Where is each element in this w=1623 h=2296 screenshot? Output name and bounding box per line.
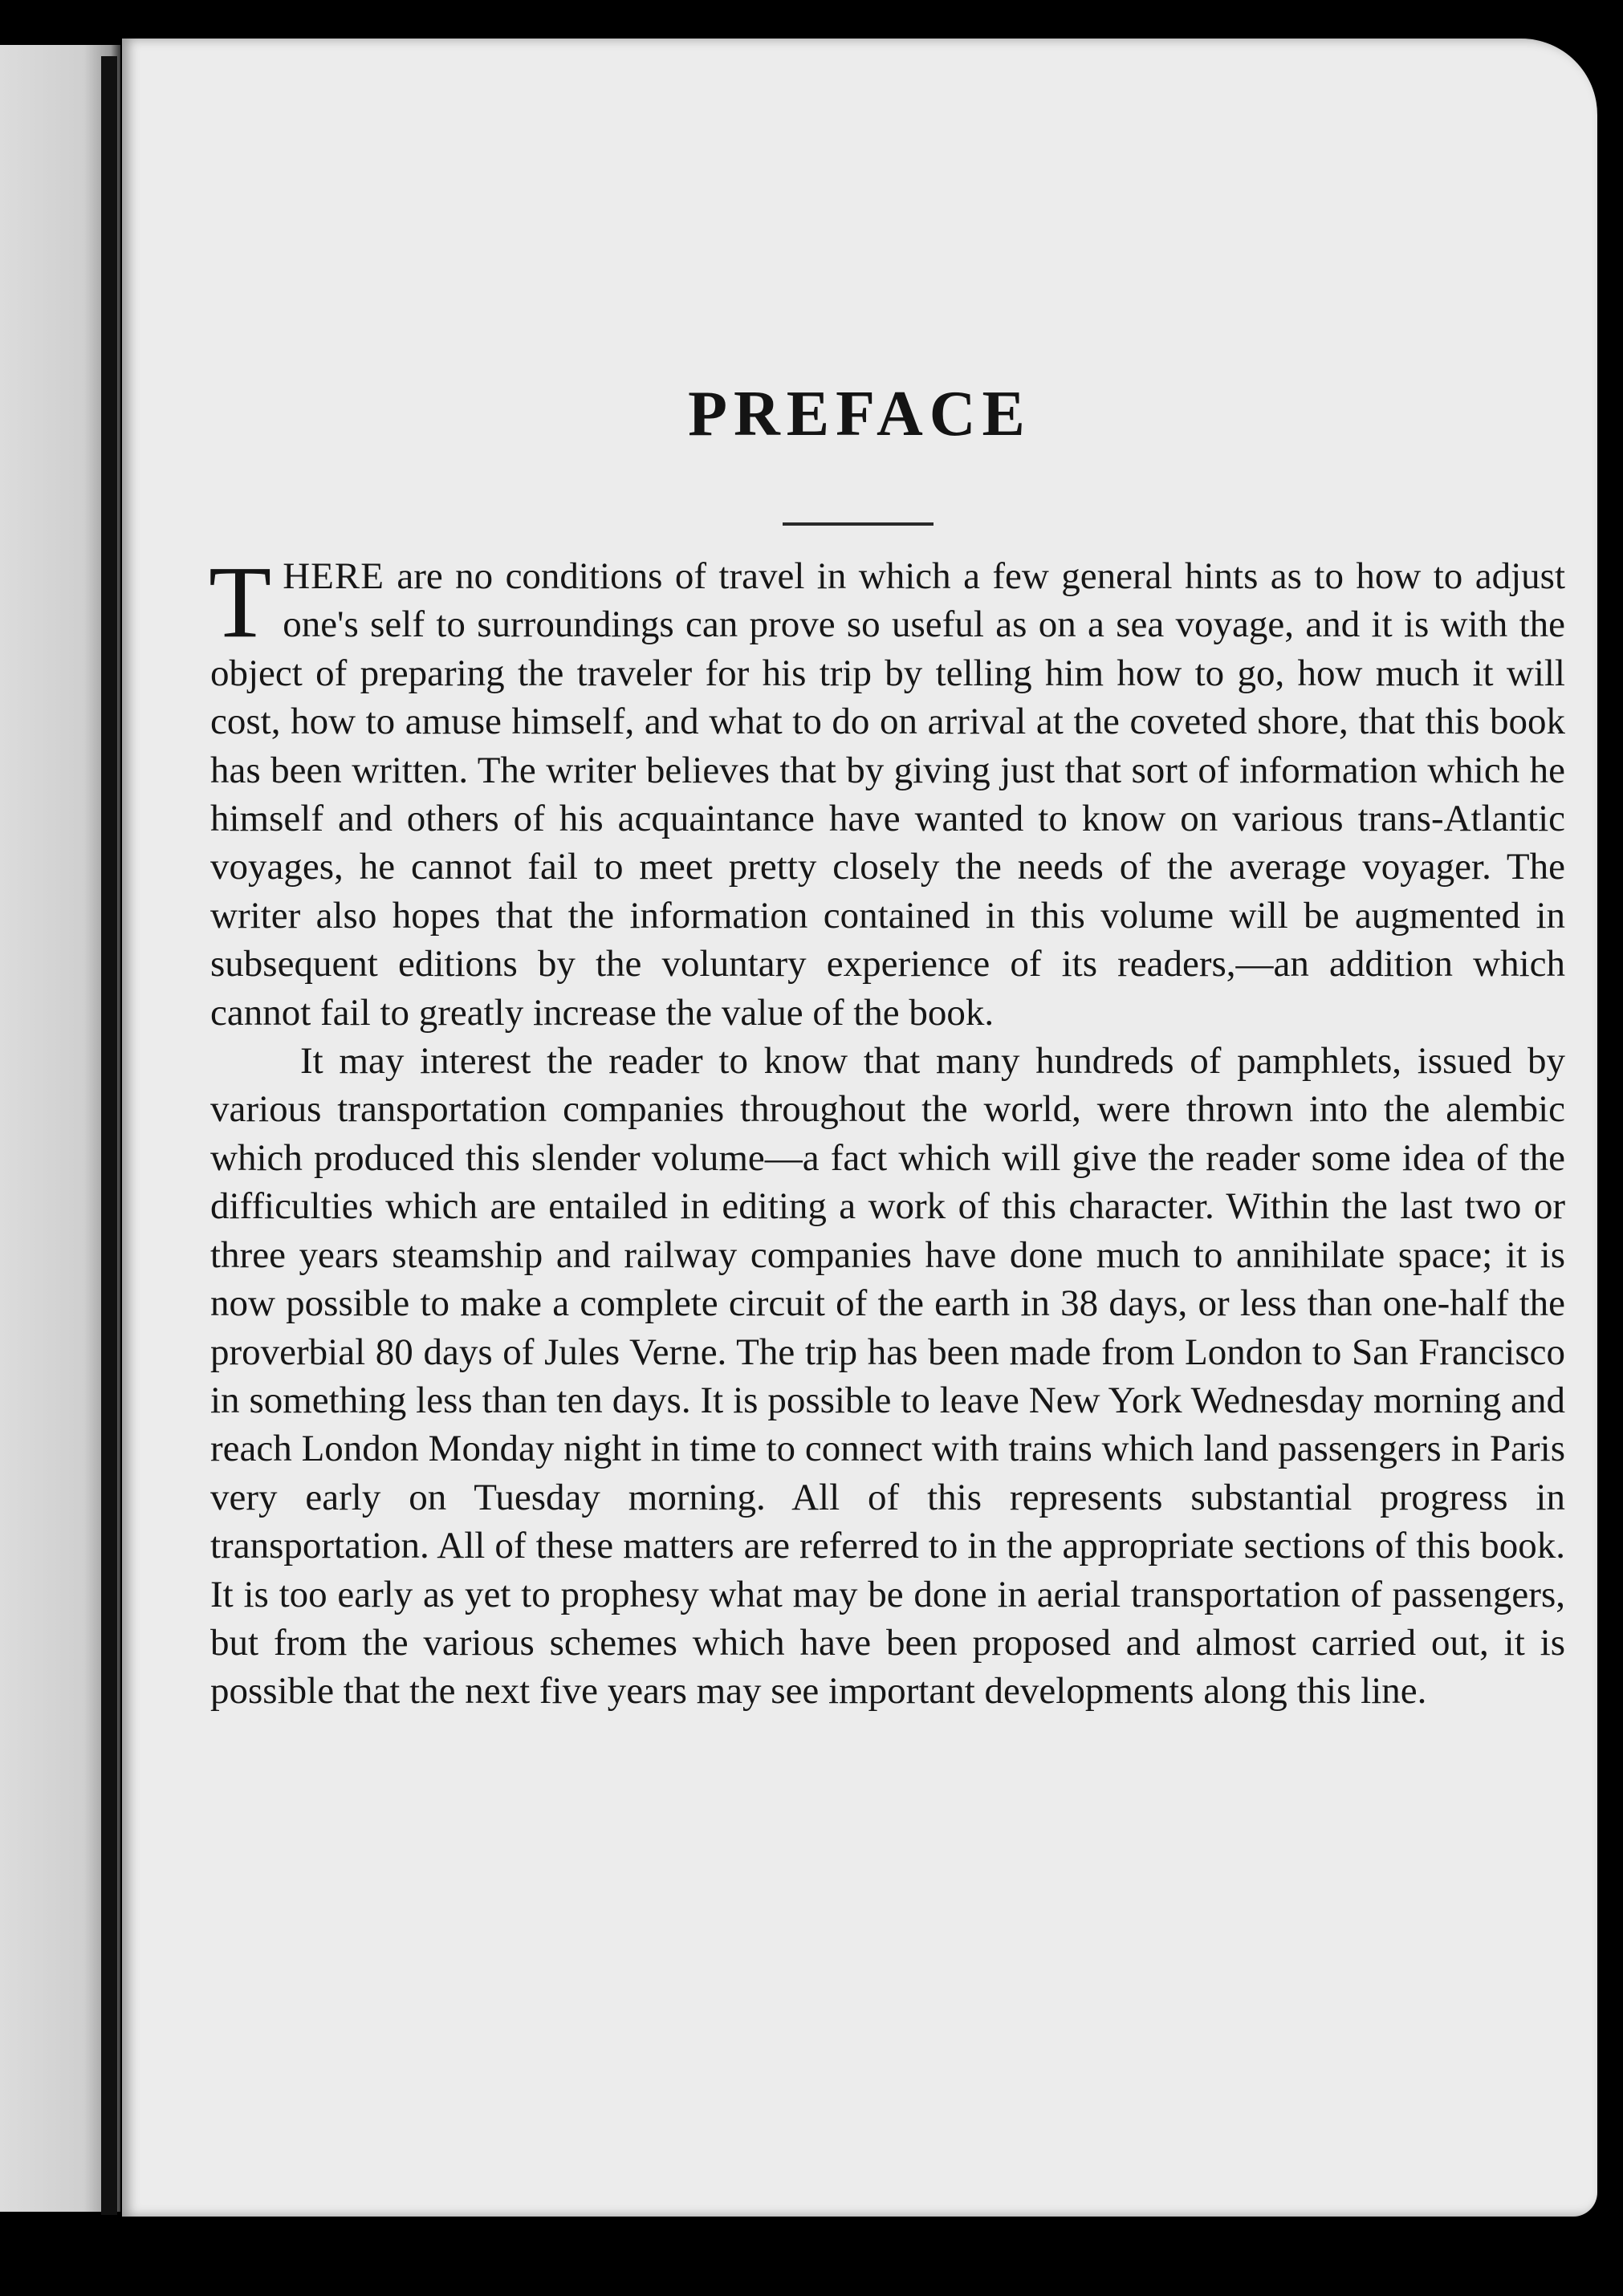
paragraph-1 [209, 545, 1565, 1037]
paragraph-2: It may interest the reader to know that many hundreds of pamphlets, issued by various transportation companies throughout the world, were thrown into the alembic which produced this slender volume—a fact which will give the reader some idea of the difficulties which are entailed in editing a work of this character. Within the last two or three years steamship and railway companies have done much to annihilate space; it is now possible to make a complete circuit of the earth in 38 days, or less than one-half the proverbial 80 days of Jules Verne. The trip has been made from London to San Francisco in something less than ten days. It is possible to leave New York Wednesday morning and reach London Monday night in time to connect with trains which land passengers in Paris very early on Tuesday morning. All of this represents substantial progress in transportation. All of these matters are referred to in the appropriate sections of this book. It is too early as yet to prophesy what may be done in aerial transportation of passengers, but from the various schemes which have been proposed and almost carried out, it is possible that the next five years may see important developments along this line. [210, 1040, 1565, 1713]
title-divider [783, 522, 934, 526]
preface-page [122, 39, 1597, 2217]
paragraph-1-text: are no conditions of travel in which a few general hints as to how to adjust one's self to surroundings can prove so useful as on a sea voyage, and it is with the object of preparing the traveler for his trip by telling him how to go, how much it will cost, how to amuse himself, and what to do on arrival at the coveted shore, that this book has been written. The writer believes that by giving just that sort of information which he himself and others of his acquaintance have wanted to know on various trans-Atlantic voyages, he cannot fail to meet pretty closely the needs of the average voyager. The writer also hopes that the information contained in this volume will be augmented in subsequent editions by the voluntary experience of its readers,—an addition which cannot fail to greatly increase the value of the book. [210, 555, 1565, 1034]
drop-cap: T [209, 545, 272, 659]
page-title: PREFACE [688, 379, 1031, 449]
binding-gutter [101, 56, 117, 2215]
lead-in-word: HERE [283, 555, 384, 597]
preface-text [209, 545, 1565, 1716]
